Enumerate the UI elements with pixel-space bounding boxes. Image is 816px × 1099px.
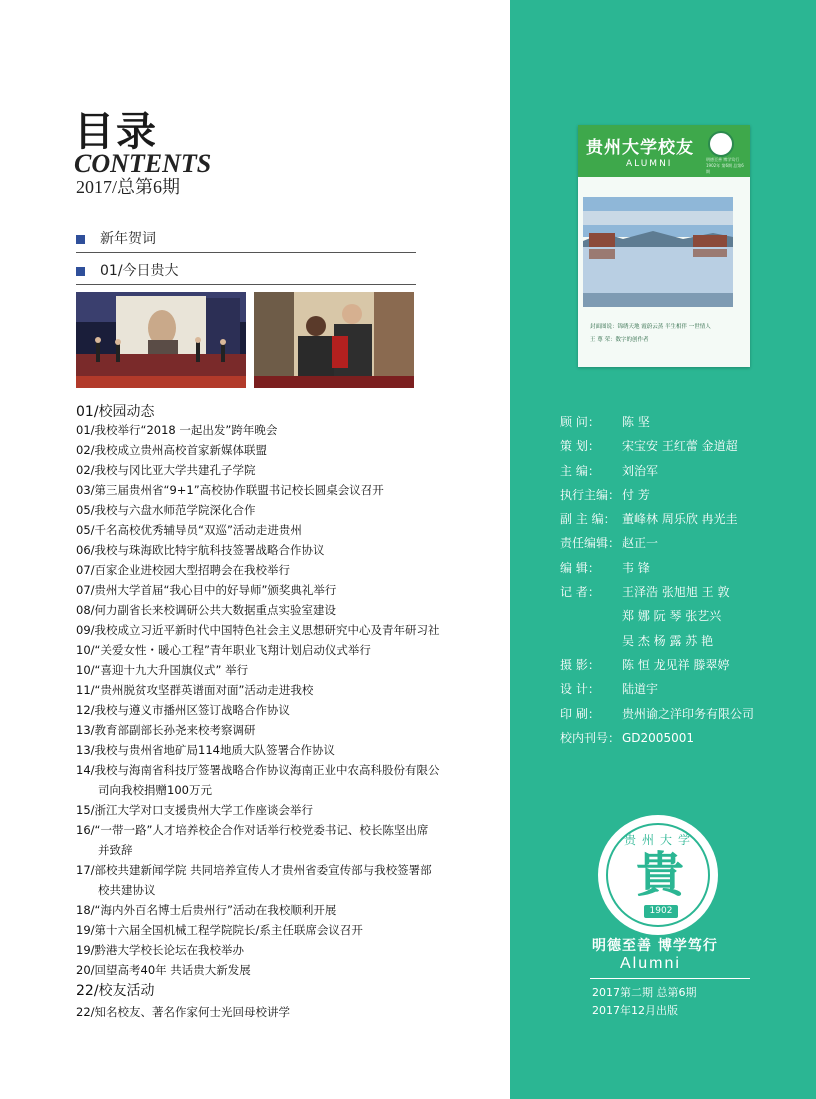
toc-item[interactable]: 01/我校举行“2018 一起出发”跨年晚会 <box>76 423 278 437</box>
page-title-english: CONTENTS <box>74 149 212 178</box>
staff-row <box>560 702 810 726</box>
toc-item-continuation: 司向我校捐赠100万元 <box>98 783 212 797</box>
meeting-photo <box>254 292 414 388</box>
cover-alumni: ALUMNI <box>626 159 673 169</box>
toc-item[interactable]: 10/“关爱女性・暖心工程”青年职业飞翔计划启动仪式举行 <box>76 643 371 657</box>
toc-item-line: 16/“一带一路”人才培养校企合作对话举行校党委书记、校长陈坚出席 <box>76 823 429 837</box>
staff-value: GD2005001 <box>622 730 694 745</box>
cover-caption: 封面图说：锦绣天地 霞蔚云蒸 半生相伴 一世情人 <box>590 324 711 330</box>
staff-row <box>560 726 810 750</box>
toc-item[interactable]: 05/千名高校优秀辅导员“双巡”活动走进贵州 <box>76 523 302 537</box>
university-logo <box>598 815 718 935</box>
toc-item[interactable]: 09/我校成立习近平新时代中国特色社会主义思想研究中心及青年研习社 <box>76 623 440 637</box>
toc-item[interactable]: 07/百家企业进校园大型招聘会在我校举行 <box>76 563 291 577</box>
staff-value: 陈 坚 <box>622 415 650 429</box>
staff-label: 策 划： <box>560 439 600 454</box>
issue-number: 2017/总第6期 <box>76 177 181 197</box>
staff-list <box>560 410 810 750</box>
toc-item[interactable]: 11/“贵州脱贫攻坚群英谱面对面”活动走进我校 <box>76 683 314 697</box>
staff-row <box>560 677 810 701</box>
staff-row <box>560 604 810 628</box>
magazine-cover[interactable] <box>578 125 750 367</box>
staff-row <box>560 459 810 483</box>
logo-arc-text: 贵州大学 <box>623 833 696 847</box>
toc-item[interactable]: 05/我校与六盘水师范学院深化合作 <box>76 503 256 517</box>
logo-ring <box>606 823 710 927</box>
section-bullet-icon <box>76 235 85 244</box>
staff-row <box>560 653 810 677</box>
toc-item-continuation: 并致辞 <box>98 843 133 857</box>
staff-value: 吴 杰 杨 露 苏 艳 <box>622 633 714 648</box>
logo-character: 貴 <box>635 847 684 903</box>
publish-date: 2017年12月出版 <box>592 1004 678 1017</box>
section-bullet-icon <box>76 267 85 276</box>
toc-item[interactable] <box>76 860 506 900</box>
category-alumni: 22/校友活动 <box>76 983 155 999</box>
issue-line: 2017第二期 总第6期 <box>592 986 697 999</box>
cover-title: 贵州大学校友 <box>586 138 694 158</box>
motto: 明德至善 博学笃行 <box>592 938 718 954</box>
staff-value: 韦 锋 <box>622 560 650 575</box>
staff-row <box>560 629 810 653</box>
toc-item[interactable]: 03/第三届贵州省“9+1”高校协作联盟书记校长圆桌会议召开 <box>76 483 384 497</box>
staff-label: 执行主编： <box>560 487 621 502</box>
staff-label: 编 辑： <box>560 560 600 575</box>
staff-label: 设 计： <box>560 682 600 697</box>
section-today[interactable] <box>76 262 416 285</box>
stage-photo <box>76 292 246 388</box>
section-newyear[interactable] <box>76 230 416 253</box>
toc-item-line: 14/我校与海南省科技厅签署战略合作协议海南正业中农高科股份有限公 <box>76 763 440 777</box>
section-label: 01/今日贵大 <box>100 263 179 279</box>
toc-item[interactable]: 07/贵州大学首届“我心目中的好导师”颁奖典礼举行 <box>76 583 337 597</box>
staff-row <box>560 483 810 507</box>
toc-item[interactable]: 18/“海内外百名博士后贵州行”活动在我校顺利开展 <box>76 903 337 917</box>
toc-item-line: 17/部校共建新闻学院 共同培养宣传人才贵州省委宣传部与我校签署部 <box>76 863 432 877</box>
staff-label: 责任编辑： <box>560 536 621 551</box>
staff-label: 校内刊号： <box>560 730 621 745</box>
logo-year: 1902 <box>644 905 678 918</box>
alumni-wordmark: Alumni <box>620 955 681 972</box>
toc-item[interactable]: 06/我校与珠海欧比特宇航科技签署战略合作协议 <box>76 543 325 557</box>
staff-value: 郑 娜 阮 琴 张艺兴 <box>622 609 722 624</box>
staff-row <box>560 410 810 434</box>
toc-item[interactable]: 13/教育部副部长孙尧来校考察调研 <box>76 723 256 737</box>
staff-value: 刘治军 <box>622 463 659 478</box>
toc-item[interactable] <box>76 760 506 800</box>
toc-item[interactable]: 15/浙江大学对口支援贵州大学工作座谈会举行 <box>76 803 314 817</box>
section-label: 新年贺词 <box>100 231 156 247</box>
toc-item[interactable]: 02/我校成立贵州高校首家新媒体联盟 <box>76 443 268 457</box>
cover-caption: 王 尊 荣：数字的创作者 <box>590 337 649 343</box>
toc-item-continuation: 校共建协议 <box>98 883 156 897</box>
divider <box>590 978 750 979</box>
staff-row <box>560 556 810 580</box>
toc-item[interactable]: 08/何力副省长来校调研公共大数据重点实验室建设 <box>76 603 337 617</box>
toc-item[interactable]: 19/黔港大学校长论坛在我校举办 <box>76 943 245 957</box>
staff-label: 记 者： <box>560 585 600 600</box>
staff-label: 摄 影： <box>560 657 600 672</box>
staff-label: 印 刷： <box>560 706 600 721</box>
toc-item[interactable] <box>76 820 506 860</box>
cover-side-text: 明德至善 博学笃行 1902年 第6期 总第6期 <box>706 157 744 174</box>
staff-value: 王泽浩 张旭旭 王 敦 <box>622 585 730 600</box>
toc-item[interactable]: 19/第十六届全国机械工程学院院长/系主任联席会议召开 <box>76 923 363 937</box>
toc-item[interactable]: 02/我校与冈比亚大学共建孔子学院 <box>76 463 256 477</box>
staff-row <box>560 507 810 531</box>
staff-row <box>560 580 810 604</box>
staff-label: 副 主 编： <box>560 512 616 527</box>
page-title: 目录 <box>74 108 158 155</box>
toc-item[interactable]: 12/我校与遵义市播州区签订战略合作协议 <box>76 703 291 717</box>
staff-value: 陈 恒 龙见祥 滕翠婷 <box>622 657 730 672</box>
staff-value: 贵州谕之洋印务有限公司 <box>622 706 755 721</box>
staff-row <box>560 531 810 555</box>
staff-label: 主 编： <box>560 463 600 478</box>
staff-value: 宋宝安 王红蕾 金道超 <box>622 439 738 454</box>
staff-row <box>560 434 810 458</box>
staff-value: 陆道宇 <box>622 682 659 697</box>
toc-item[interactable]: 22/知名校友、著名作家何士光回母校讲学 <box>76 1005 291 1019</box>
staff-label: 顾 问： <box>560 415 600 429</box>
toc-item[interactable]: 10/“喜迎十九大升国旗仪式” 举行 <box>76 663 249 677</box>
toc-item[interactable]: 20/回望高考40年 共话贵大新发展 <box>76 963 251 977</box>
staff-value: 赵正一 <box>622 536 659 551</box>
cover-seal-icon <box>708 131 734 157</box>
staff-value: 董峰林 周乐欣 冉光圭 <box>622 512 738 527</box>
toc-item[interactable]: 13/我校与贵州省地矿局114地质大队签署合作协议 <box>76 743 335 757</box>
cover-lake-photo <box>583 197 733 307</box>
staff-value: 付 芳 <box>622 487 650 502</box>
toc-list <box>76 420 506 1022</box>
category-campus: 01/校园动态 <box>76 404 155 420</box>
